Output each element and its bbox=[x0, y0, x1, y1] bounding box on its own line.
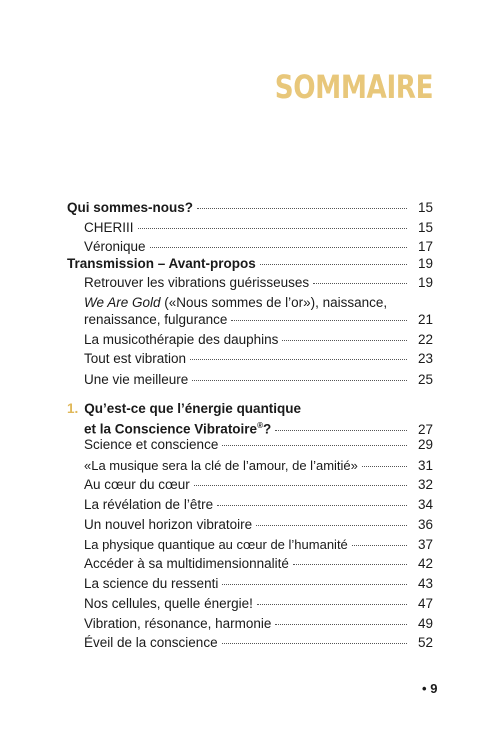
dot-leader bbox=[222, 445, 407, 446]
toc-page-number: 22 bbox=[417, 332, 433, 347]
toc-entry-title: La musicothérapie des dauphins bbox=[84, 332, 279, 347]
toc-entry bbox=[67, 198, 433, 217]
dot-leader bbox=[256, 525, 407, 526]
toc-entry-title: La science du ressenti bbox=[84, 576, 219, 591]
toc-page-number: 27 bbox=[417, 421, 433, 437]
dot-leader bbox=[352, 545, 407, 546]
dot-leader bbox=[197, 208, 407, 209]
toc-entry bbox=[84, 370, 433, 389]
toc-page-number: 25 bbox=[417, 372, 433, 387]
page-title: SOMMAIRE bbox=[274, 68, 433, 106]
toc-title-rest: («Nous sommes de l’or»), naissance, bbox=[160, 295, 388, 310]
toc-entry bbox=[84, 330, 433, 349]
toc-page-number: 47 bbox=[417, 596, 433, 611]
toc-entry-title: Vibration, résonance, harmonie bbox=[84, 616, 272, 631]
toc-entry-title: Transmission – Avant-propos bbox=[67, 256, 256, 271]
toc-entry-title-line2: renaissance, fulgurance bbox=[84, 312, 228, 327]
toc-entry bbox=[84, 594, 433, 613]
dot-leader bbox=[293, 564, 407, 565]
toc-entry bbox=[84, 495, 433, 514]
toc-entry bbox=[84, 218, 433, 237]
toc-page-number: 49 bbox=[417, 616, 433, 631]
toc-entry-title: Accéder à sa multidimensionnalité bbox=[84, 556, 289, 571]
dot-leader bbox=[275, 624, 407, 625]
toc-entry bbox=[84, 435, 433, 454]
chapter-number: 1. bbox=[67, 401, 79, 416]
dot-leader bbox=[313, 283, 407, 284]
toc-entry bbox=[84, 349, 433, 368]
toc-italic-title: We Are Gold bbox=[84, 295, 161, 310]
toc-page-number: 29 bbox=[417, 437, 433, 452]
toc-entry bbox=[84, 614, 433, 633]
toc-entry bbox=[84, 633, 433, 652]
dot-leader bbox=[257, 604, 407, 605]
toc-page-number: 23 bbox=[417, 351, 433, 366]
toc-entry bbox=[67, 254, 433, 273]
dot-leader bbox=[217, 505, 407, 506]
toc-entry bbox=[84, 535, 433, 554]
toc-entry bbox=[84, 273, 433, 292]
registered-mark: ® bbox=[257, 421, 263, 430]
toc-entry bbox=[84, 515, 433, 534]
toc-entry-title: Une vie meilleure bbox=[84, 372, 189, 387]
toc-page-number: 37 bbox=[417, 537, 433, 552]
dot-leader bbox=[222, 584, 407, 585]
toc-page-number: 32 bbox=[417, 477, 433, 492]
toc-page-number: 34 bbox=[417, 497, 433, 512]
dot-leader bbox=[231, 320, 407, 321]
dot-leader bbox=[192, 380, 407, 381]
dot-leader bbox=[190, 359, 407, 360]
toc-entry-title: Véronique bbox=[84, 239, 146, 254]
toc-page-number: 15 bbox=[417, 200, 433, 215]
toc-entry-title: La révélation de l’être bbox=[84, 497, 214, 512]
toc-page-number: 15 bbox=[417, 220, 433, 235]
toc-entry-title: Qui sommes-nous? bbox=[67, 200, 194, 215]
toc-page-number: 43 bbox=[417, 576, 433, 591]
toc-entry bbox=[84, 475, 433, 494]
toc-entry-title: «La musique sera la clé de l’amour, de l’amitié» bbox=[84, 458, 358, 473]
toc-entry bbox=[84, 456, 433, 475]
toc-page-number: 31 bbox=[417, 458, 433, 473]
toc-page-number: 21 bbox=[417, 312, 433, 327]
toc-entry-title: Éveil de la conscience bbox=[84, 635, 218, 650]
dot-leader bbox=[362, 466, 407, 467]
dot-leader bbox=[150, 247, 407, 248]
toc-page-number: 19 bbox=[417, 256, 433, 271]
chapter-title-text: et la Conscience Vibratoire bbox=[84, 421, 258, 437]
toc-page-number: 17 bbox=[417, 239, 433, 254]
toc-entry-title: Un nouvel horizon vibratoire bbox=[84, 517, 253, 532]
question-mark: ? bbox=[262, 421, 272, 437]
page-number: 9 bbox=[430, 681, 438, 696]
page-folio bbox=[422, 681, 437, 696]
toc-entry-title: La physique quantique au cœur de l’humanité bbox=[84, 537, 348, 552]
dot-leader bbox=[260, 264, 407, 265]
toc-entry bbox=[84, 554, 433, 573]
toc-page-number: 52 bbox=[417, 635, 433, 650]
toc-entry-title: CHERIII bbox=[84, 220, 134, 235]
toc-page-number: 36 bbox=[417, 517, 433, 532]
dot-leader bbox=[138, 228, 407, 229]
dot-leader bbox=[222, 643, 407, 644]
toc-entry bbox=[84, 310, 433, 329]
chapter-title-text: Qu’est-ce que l’énergie quantique bbox=[84, 401, 302, 416]
toc-entry-title: Au cœur du cœur bbox=[84, 477, 190, 492]
toc-page-number: 42 bbox=[417, 556, 433, 571]
toc-entry bbox=[84, 574, 433, 593]
dot-leader bbox=[275, 430, 407, 431]
folio-bullet: • bbox=[422, 681, 427, 696]
dot-leader bbox=[194, 485, 407, 486]
chapter-entry bbox=[84, 416, 433, 435]
toc-entry-title: Retrouver les vibrations guérisseuses bbox=[84, 275, 310, 290]
toc-entry-title: Tout est vibration bbox=[84, 351, 187, 366]
toc-page-number: 19 bbox=[417, 275, 433, 290]
toc-entry-title: Science et conscience bbox=[84, 437, 219, 452]
toc-entry-title: Nos cellules, quelle énergie! bbox=[84, 596, 253, 611]
dot-leader bbox=[282, 340, 407, 341]
